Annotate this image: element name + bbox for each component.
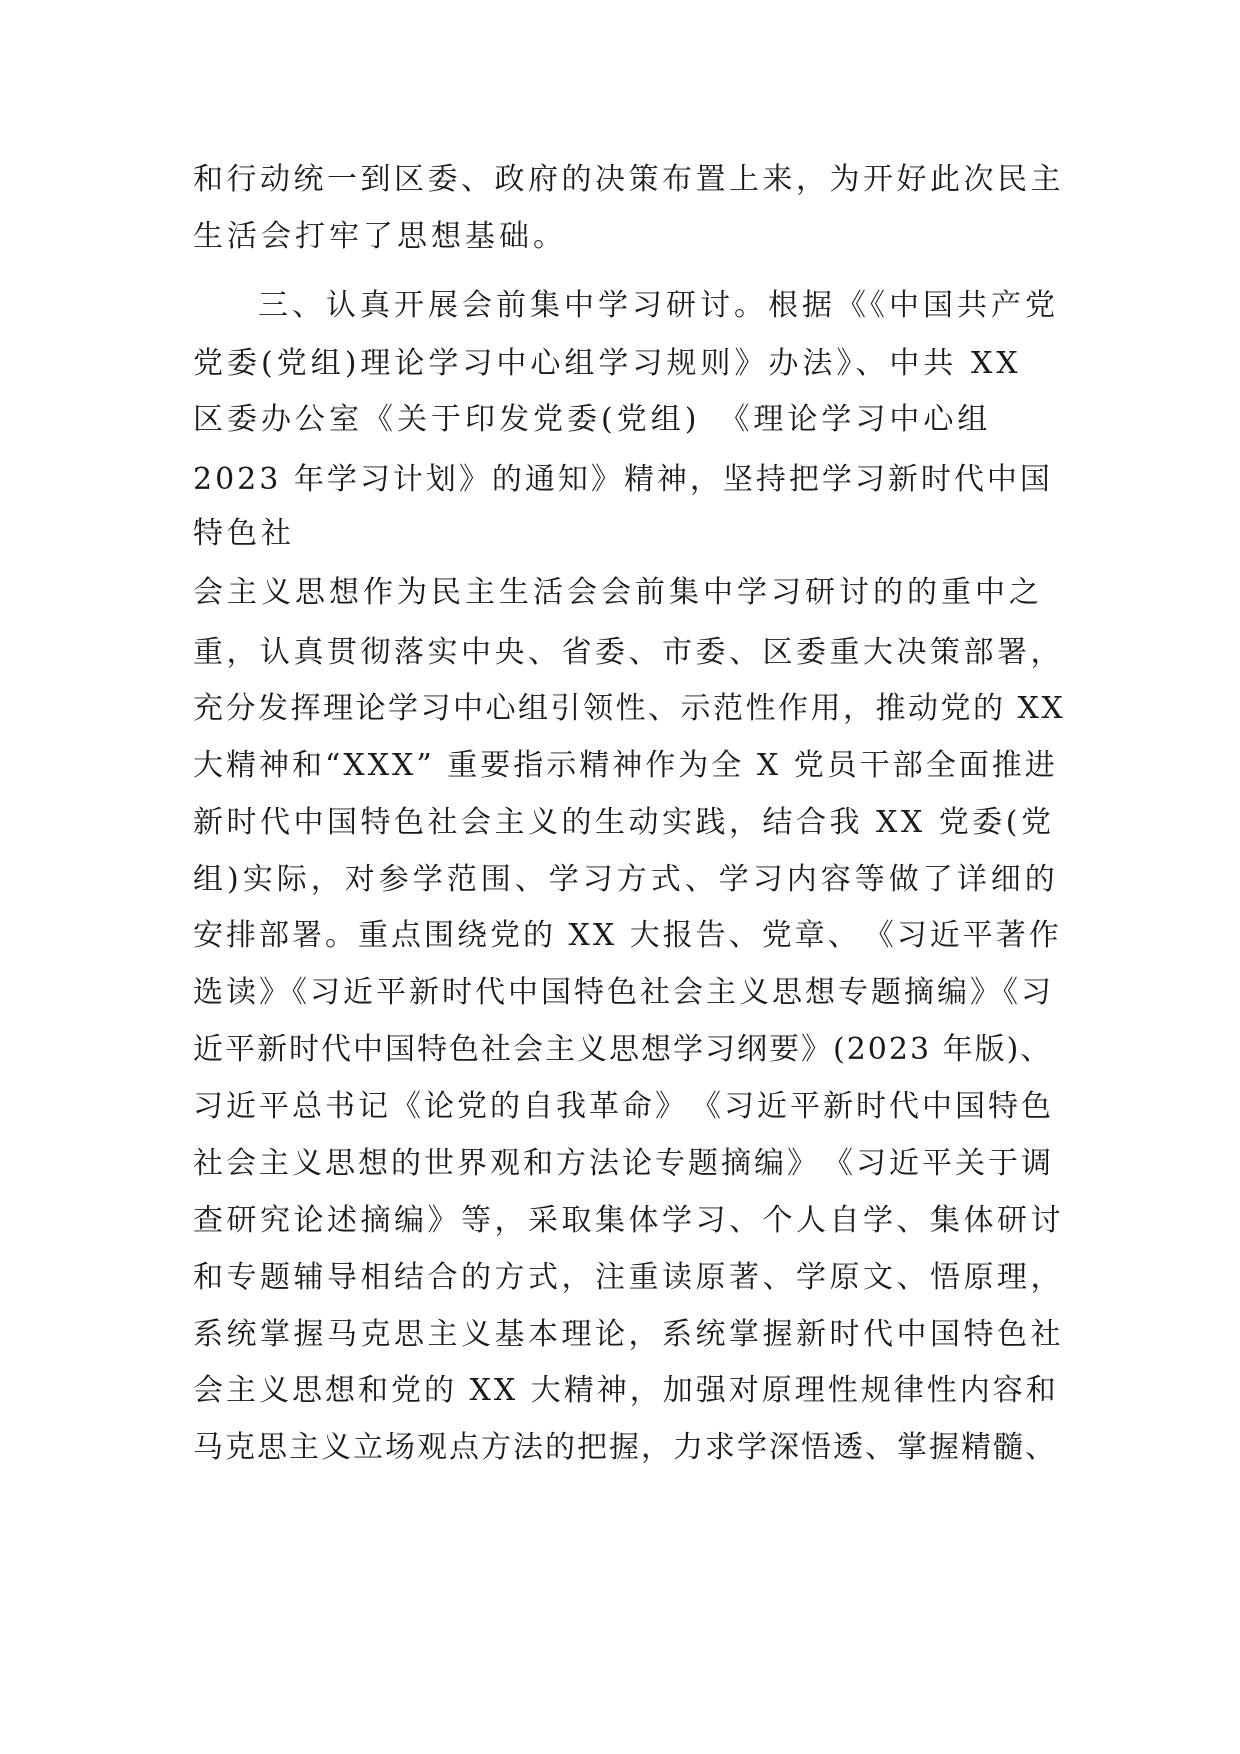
text-line: 和行动统一到区委、政府的决策布置上来，为开好此次民主 bbox=[193, 162, 1064, 197]
text-line: 新时代中国特色社会主义的生动实践，结合我 XX 党委(党 bbox=[193, 805, 1055, 840]
text-line: 会主义思想和党的 XX 大精神，加强对原理性规律性内容和 bbox=[193, 1373, 1059, 1408]
section-heading-line: 三、认真开展会前集中学习研讨。根据《《中国共产党 bbox=[258, 288, 1059, 323]
text-line: 查研究论述摘编》等，采取集体学习、个人自学、集体研讨 bbox=[193, 1203, 1064, 1238]
text-line: 组)实际，对参学范围、学习方式、学习内容等做了详细的 bbox=[193, 862, 1059, 897]
text-line: 选读》《习近平新时代中国特色社会主义思想专题摘编》《习 bbox=[193, 975, 1054, 1010]
text-line: 会主义思想作为民主生活会会前集中学习研讨的的重中之 bbox=[193, 575, 1043, 610]
text-line: 和专题辅导相结合的方式，注重读原著、学原文、悟原理， bbox=[193, 1260, 1064, 1295]
text-line: 习近平总书记《论党的自我革命》 《习近平新时代中国特色 bbox=[193, 1089, 1054, 1124]
text-line: 生活会打牢了思想基础。 bbox=[193, 219, 567, 254]
text-line: 区委办公室《关于印发党委(党组) 《理论学习中心组 bbox=[193, 402, 992, 437]
text-line: 马克思主义立场观点方法的把握，力求学深悟透、掌握精髓、 bbox=[193, 1430, 1057, 1465]
text-line: 系统掌握马克思主义基本理论，系统掌握新时代中国特色社 bbox=[193, 1317, 1064, 1352]
text-line: 近平新时代中国特色社会主义思想学习纲要》(2023 年版)、 bbox=[193, 1032, 1053, 1067]
text-line: 安排部署。重点围绕党的 XX 大报告、党章、 《习近平著作 bbox=[193, 918, 1062, 953]
text-line: 社会主义思想的世界观和方法论专题摘编》 《习近平关于调 bbox=[193, 1146, 1054, 1181]
text-line: 2023 年学习计划》的通知》精神，坚持把学习新时代中国 bbox=[193, 462, 1053, 497]
text-line: 大精神和“XXX” 重要指示精神作为全 X 党员干部全面推进 bbox=[193, 748, 1058, 783]
text-line: 充分发挥理论学习中心组引领性、示范性作用，推动党的 XX bbox=[193, 691, 1066, 726]
text-line: 特色社 bbox=[193, 516, 295, 551]
text-line: 党委(党组)理论学习中心组学习规则》办法》、中共 XX bbox=[193, 346, 1022, 381]
text-line: 重，认真贯彻落实中央、省委、市委、区委重大决策部署， bbox=[193, 635, 1064, 670]
